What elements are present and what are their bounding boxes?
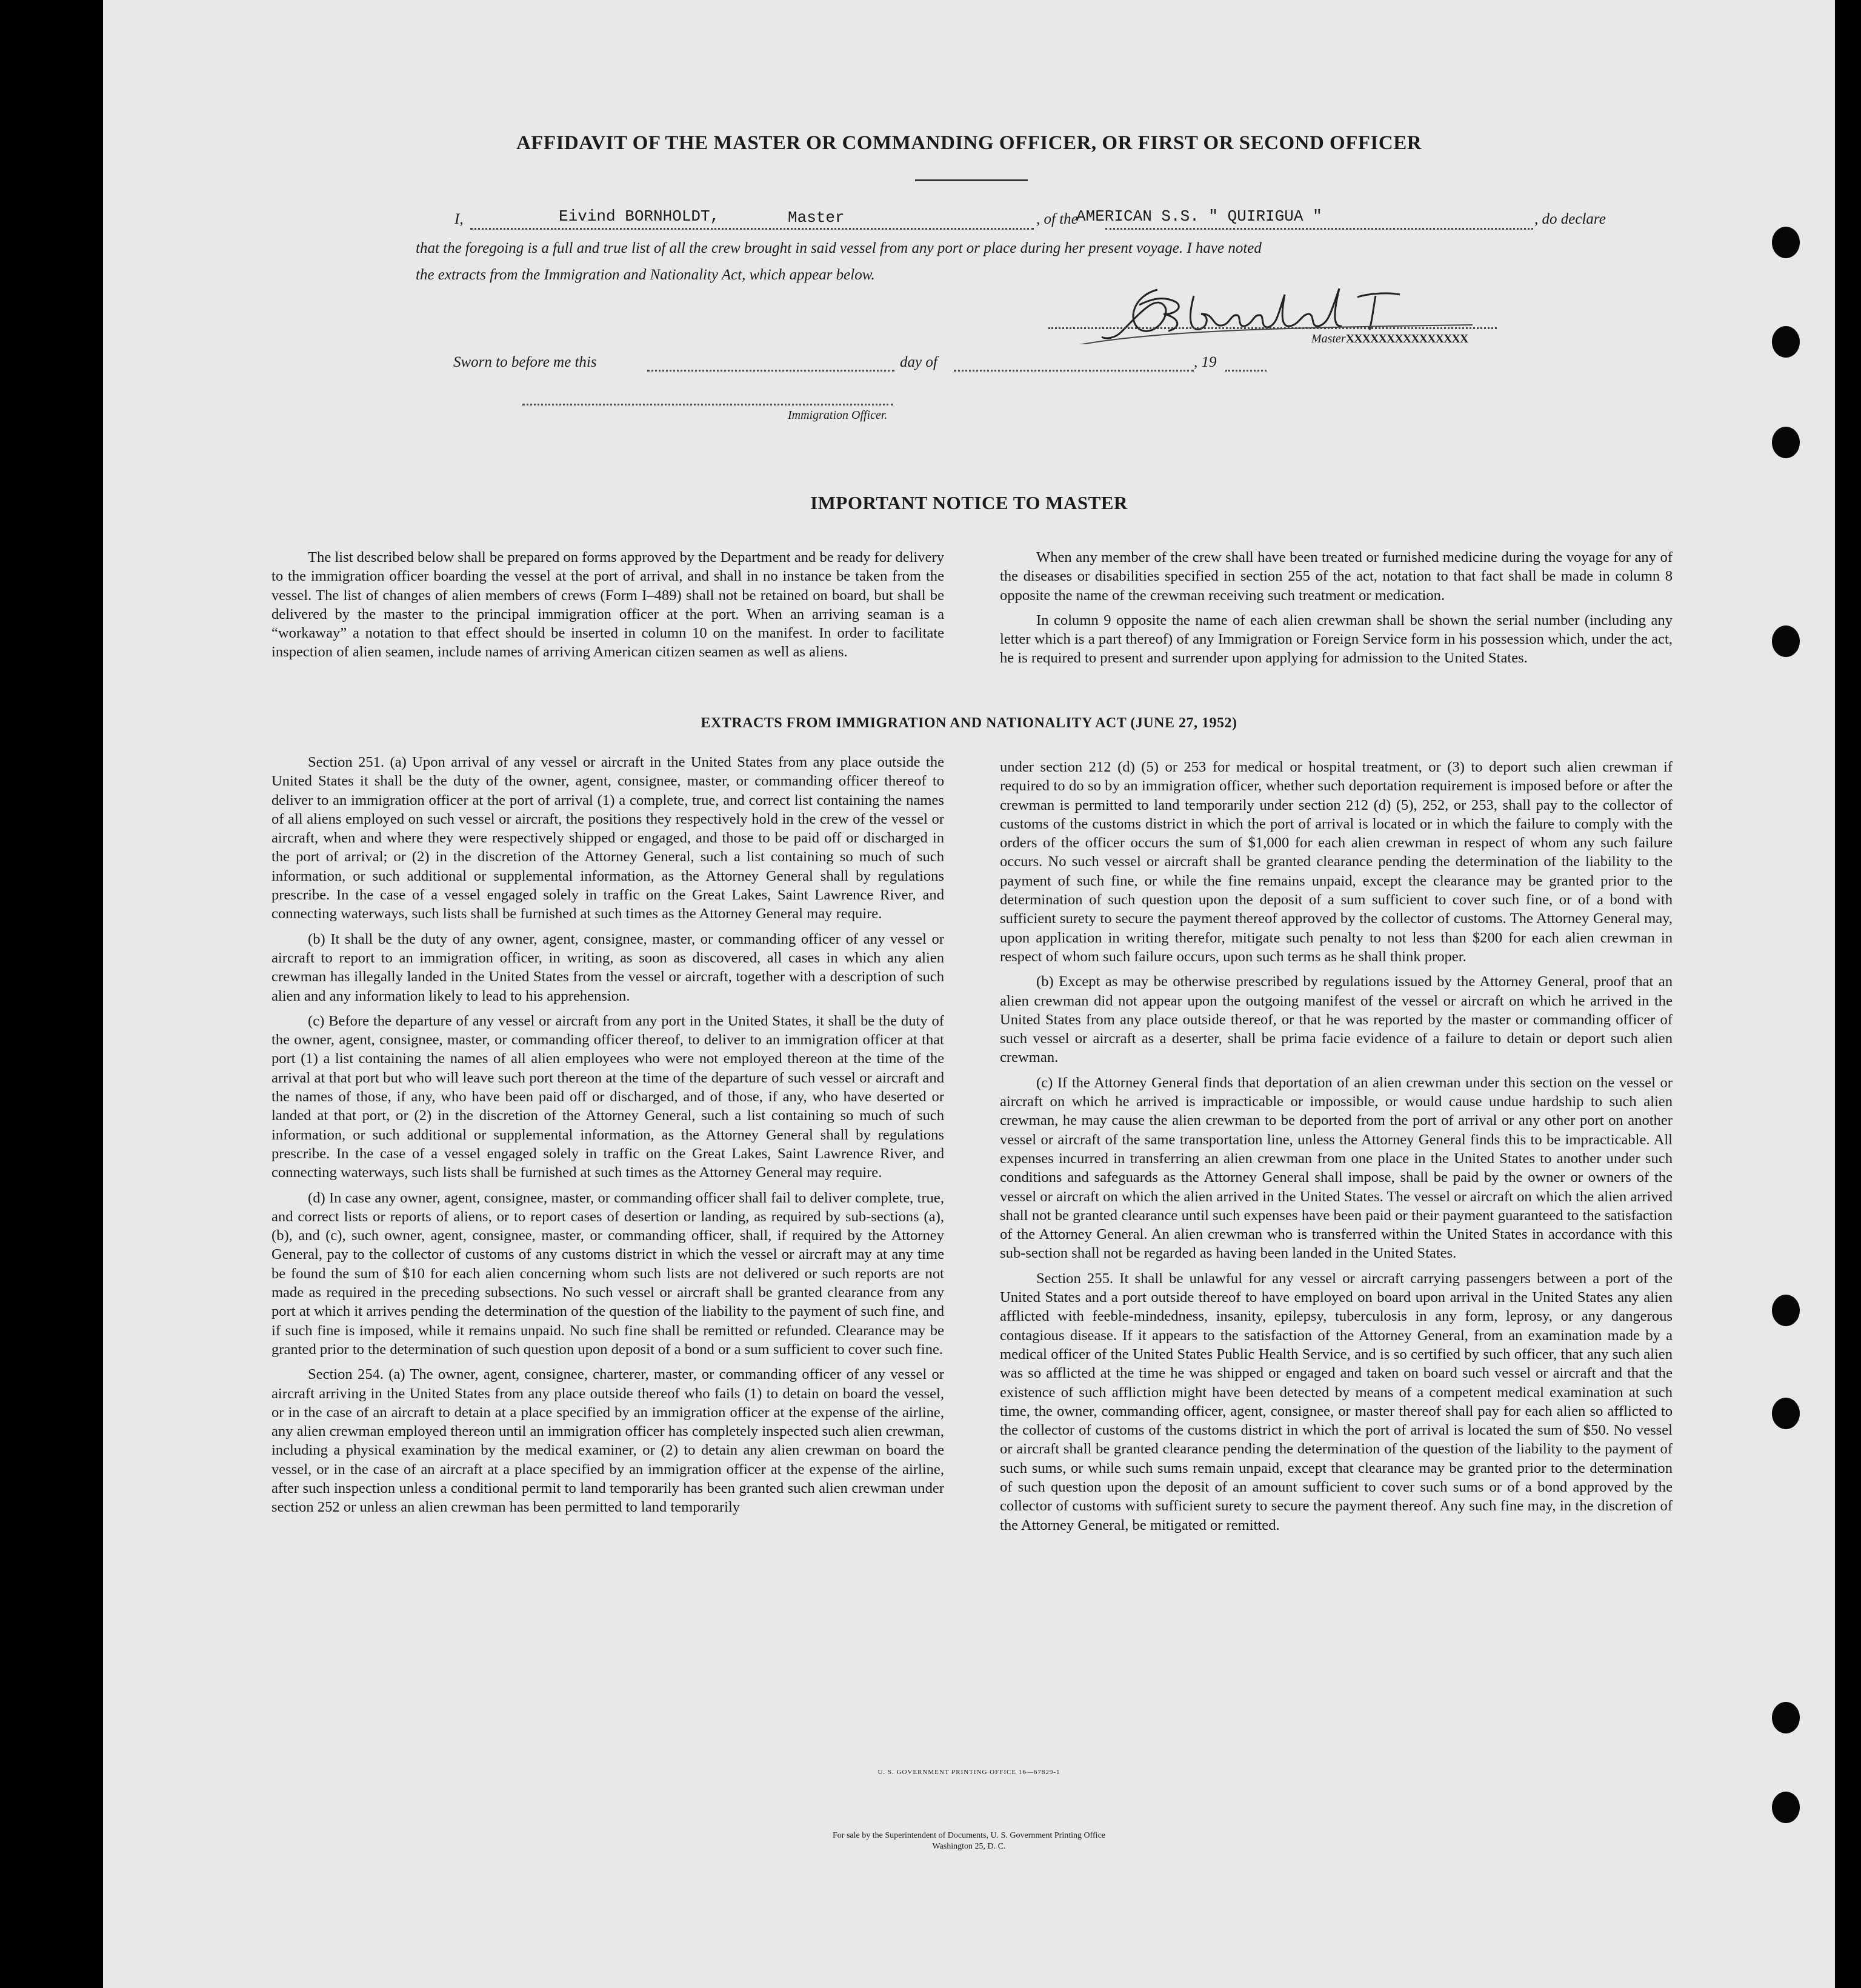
sale-notice-line-2: Washington 25, D. C. — [932, 1842, 1006, 1851]
signature-line — [1048, 327, 1497, 329]
extracts-left-column — [271, 753, 944, 1517]
binder-hole — [1772, 427, 1800, 458]
notice-right-paragraph-1: When any member of the crew shall have been treated or furnished medicine during the voyage for any of the diseases or disabilities specified in section 255 of the act, notation to that fact shall be made in column 8 opposite the name of the crewman receiving such treatment or medication. — [1000, 549, 1673, 604]
do-declare-label: , do declare — [1534, 211, 1606, 227]
day-of-label: day of — [900, 354, 937, 370]
section-254-c: (c) If the Attorney General finds that deportation of an alien crewman under this section on the vessel or aircraft on which he arrived is impracticable or impossible, or would cause undue hardship to such alien crewman, he may cause the alien crewman to be deported from the port of arrival or any other port on another vessel or aircraft of the same transportation line, unless the Attorney General finds this to be impracticable. All expenses incurred in transferring an alien crewman from one place in the United States to another under such conditions and safeguards as the Attorney General shall impose, shall be paid by the owner or owners of the vessel or aircraft on which the alien arrived in the United States. The vessel or aircraft on which the alien arrived shall not be granted clearance until such expenses have been paid or their payment guaranteed to the satisfaction of the Attorney General. An alien crewman who is transferred within the United States in accordance with this sub-section shall not be regarded as having been landed in the United States. — [1000, 1074, 1673, 1262]
document-page — [103, 0, 1835, 1988]
master-signature — [1048, 272, 1570, 344]
year-label: , 19 — [1194, 354, 1217, 370]
section-251-c: (c) Before the departure of any vessel or aircraft from any port in the United States, it shall be the duty of the owner, agent, consignee, master, or commanding officer thereof, to deliver to an immigration officer at that port (1) a list containing the names of all alien employees who were not employed thereon at the time of the arrival at that port but who will leave such port thereon at the time of the departure of such vessel or aircraft and the names of those, if any, who have been paid off or discharged, and of those, if any, who have deserted or landed at that port, or (2) in the discretion of the Attorney General, such a list containing so much of such information, or such additional or supplemental information, as the Attorney General shall by regulations prescribe. In the case of a vessel engaged solely in traffic on the Great Lakes, Saint Lawrence River, and connecting waterways, such lists shall be furnished at such times as the Attorney General may require. — [271, 1012, 944, 1181]
binder-hole — [1772, 1398, 1800, 1429]
binder-hole — [1772, 1295, 1800, 1326]
binder-hole — [1772, 1792, 1800, 1823]
section-254-a-continued: under section 212 (d) (5) or 253 for medical or hospital treatment, or (3) to deport such alien crewman if required to do so by an immigration officer, whether such deportation requirement is imposed before or after the crewman is permitted to land temporarily under section 212 (d) (5), 252, or 253, shall pay to the collector of customs of the customs district in which the port of arrival is located or in which the failure to comply with the orders of the officer occurs the sum of $1,000 for each alien crewman in respect of whom any such failure occurs. No such vessel or aircraft shall be granted clearance pending the determination of the liability to the payment of such fine, or while the fine remains unpaid, except the clearance may be granted prior to the determination of such question upon the deposit of a sum sufficient to cover such fine, or of a bond with sufficient surety to secure the payment thereof approved by the collector of customs. The Attorney General may, upon application in writing therefor, mitigate such penalty to not less than $200 for each alien crewman in respect of whom such failure occurs, upon such terms as he shall think proper. — [1000, 759, 1673, 965]
affidavit-title: AFFIDAVIT OF THE MASTER OR COMMANDING OFFICER, OR FIRST OR SECOND OFFICER — [516, 132, 1422, 154]
signature-graphic — [1048, 272, 1570, 344]
notice-left-paragraph: The list described below shall be prepared on forms approved by the Department and be ready for delivery to the immigration officer boarding the vessel at the port of arrival, and shall in no instance be taken from the vessel. The list of changes of alien members of crews (Form I–489) shall not be retained on board, but shall be delivered by the master to the principal immigration officer at the port. When an arriving seaman is a “workaway” a notation to that effect should be inserted in column 10 on the manifest. In order to facilitate inspection of alien seamen, include names of arriving American citizen seamen as well as aliens. — [271, 549, 944, 661]
section-254-a: Section 254. (a) The owner, agent, consignee, charterer, master, or commanding officer of any vessel or aircraft arriving in the United States from any place outside thereof who fails (1) to detain on board the vessel, or in the case of an aircraft to detain at a place specified by an immigration officer at the expense of the airline, any alien crewman employed thereon until an immigration officer has completely inspected such alien crewman, including a physical examination by the medical examiner, or (2) to detain any alien crewman on board the vessel, or in the case of an aircraft at a place specified by an immigration officer at the expense of the airline, after such inspection unless a conditional permit to land temporarily has been granted such alien crewman under section 252 or unless an alien crewman has been permitted to land temporarily — [271, 1366, 944, 1516]
section-251-d: (d) In case any owner, agent, consignee, master, or commanding officer shall fail to deliver complete, true, and correct lists or reports of aliens, or to report cases of desertion or landing, as required by sub-sections (a), (b), and (c), such owner, agent, consignee, master, or commanding officer, shall, if required by the Attorney General, pay to the collector of customs of any customs district in which the vessel or aircraft may at any time be found the sum of $10 for each alien concerning whom such lists are not delivered or such reports are not made as required in the preceding subsections. No such vessel or aircraft shall be granted clearance from any port at which it arrives pending the determination of the question of the liability to the payment of such fine, and if such fine is imposed, while it remains unpaid. No such fine shall be remitted or refunded. Clearance may be granted prior to the determination of such question upon deposit of a bond or a sum sufficient to cover such fine. — [271, 1189, 944, 1358]
extracts-right-column — [1000, 758, 1673, 1535]
section-254-b: (b) Except as may be otherwise prescribed by regulations issued by the Attorney General, proof that an alien crewman did not appear upon the outgoing manifest of the vessel or aircraft on which he arrived in the United States from any place outside thereof, or that he was reported by the master or commanding officer of such vessel or aircraft as a deserter, shall be prima facie evidence of a failure to detain or deport such alien crewman. — [1000, 973, 1673, 1066]
notice-title: IMPORTANT NOTICE TO MASTER — [810, 492, 1128, 513]
section-251-a: Section 251. (a) Upon arrival of any vessel or aircraft in the United States from any place outside the United States it shall be the duty of the owner, agent, consignee, master, or commanding officer thereof to deliver to an immigration officer at the port of arrival (1) a complete, true, and correct list containing the names of all aliens employed on such vessel or aircraft, the positions they respectively hold in the crew of the vessel or aircraft, when and where they were respectively shipped or engaged, and those to be paid off or discharged in the port of arrival; or (2) in the discretion of the Attorney General, such a list containing so much of such information, or such additional or supplemental information, as the Attorney General shall by regulations prescribe. In the case of a vessel engaged solely in traffic on the Great Lakes, Saint Lawrence River, and connecting waterways, such lists shall be furnished at such times as the Attorney General may require. — [271, 754, 944, 922]
sale-notice-line-1: For sale by the Superintendent of Documents, U. S. Government Printing Office — [833, 1831, 1105, 1840]
binder-hole — [1772, 227, 1800, 258]
caption-struck-text: XXXXXXXXXXXXXXX — [1345, 332, 1468, 345]
caption-master: Master — [1311, 332, 1346, 345]
affidavit-i: I, — [454, 211, 464, 227]
notice-left-column — [271, 548, 944, 662]
affidavit-line-3: the extracts from the Immigration and Nationality Act, which appear below. — [416, 267, 875, 283]
immigration-officer-label: Immigration Officer. — [788, 409, 888, 422]
sworn-date-line — [647, 353, 894, 372]
year-line — [1225, 353, 1267, 372]
sworn-label: Sworn to before me this — [453, 354, 597, 370]
sale-notice — [103, 1830, 1835, 1852]
extracts-title: EXTRACTS FROM IMMIGRATION AND NATIONALITY ACT (JUNE 27, 1952) — [701, 715, 1237, 731]
of-the-label: , of the — [1036, 211, 1078, 227]
binder-hole — [1772, 625, 1800, 657]
month-line — [954, 353, 1194, 372]
binder-hole — [1772, 326, 1800, 358]
section-251-b: (b) It shall be the duty of any owner, agent, consignee, master, or commanding officer of any vessel or aircraft to report to an immigration officer, in writing, as soon as discovered, all cases in which any alien crewman has illegally landed in the United States from the vessel or aircraft, together with a description of such alien and any information likely to lead to his apprehension. — [271, 930, 944, 1004]
notice-right-column — [1000, 548, 1673, 668]
gpo-print-code: U. S. GOVERNMENT PRINTING OFFICE 16—67829-1 — [877, 1769, 1060, 1776]
title-rule — [915, 179, 1028, 181]
binder-hole — [1772, 1702, 1800, 1733]
officer-signature-line — [522, 404, 893, 405]
section-255: Section 255. It shall be unlawful for any vessel or aircraft carrying passengers between a port of the United States and a port outside thereof to have employed on board upon arrival in the United States any alien afflicted with feeble-mindedness, insanity, epilepsy, tuberculosis in any form, leprosy, or any dangerous contagious disease. If it appears to the satisfaction of the Attorney General, from an examination made by a medical officer of the United States Public Health Service, and is so certified by such officer, that any such alien was so afflicted at the time he was shipped or engaged and taken on board such vessel or aircraft and that the existence of such affliction might have been detected by means of a competent medical examination at such time, the owner, commanding officer, agent, consignee, or master thereof shall pay for each alien so afflicted to the collector of customs of the customs district in which the port of arrival is located the sum of $50. No vessel or aircraft shall be granted clearance pending the determination of the question of the liability to the payment of such sums, or while such sums remain unpaid, except that clearance may be granted prior to the determination of such question upon the deposit of an amount sufficient to cover such sums or of a bond approved by the collector of customs with sufficient surety to secure the payment thereof. Any such fine may, in the discretion of the Attorney General, be mitigated or remitted. — [1000, 1270, 1673, 1533]
affidavit-line-2: that the foregoing is a full and true list of all the crew brought in said vessel from any port or place during her present voyage. I have noted — [416, 240, 1262, 256]
notice-right-paragraph-2: In column 9 opposite the name of each alien crewman shall be shown the serial number (including any letter which is a part thereof) of any Immigration or Foreign Service form in his possession which, under the act, he is required to present and surrender upon applying for admission to the United States. — [1000, 612, 1673, 667]
master-rank: Master — [788, 208, 845, 227]
vessel-name: AMERICAN S.S. " QUIRIGUA " — [1076, 207, 1322, 225]
master-name: Eivind BORNHOLDT, — [559, 207, 720, 225]
signature-caption — [1311, 332, 1468, 346]
name-line — [470, 210, 1034, 230]
